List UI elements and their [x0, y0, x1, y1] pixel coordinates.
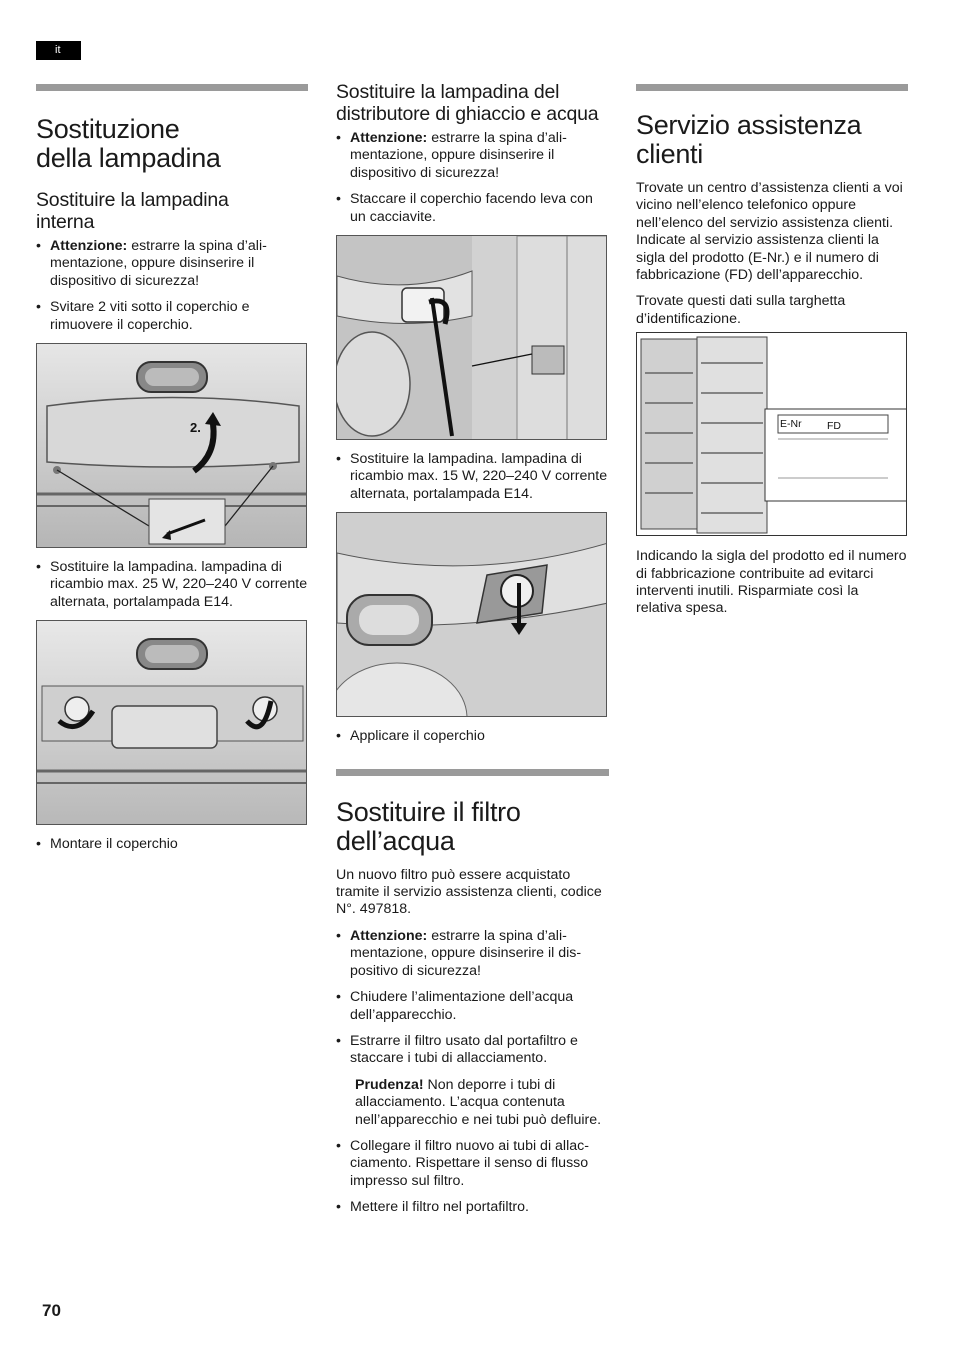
- list-item-text: Collegare il filtro nuovo ai tubi di allacciamento. Rispettare il senso di flusso impresso sul filtro.: [350, 1137, 589, 1189]
- section-title: Sostituire il filtro dell’acqua: [336, 796, 521, 856]
- list-item-text: Sostituire la lampadina. lampadina di ricambio max. 15 W, 220–240 V corrente alternata, portalampada E14.: [350, 451, 608, 502]
- bullet-list: [336, 728, 609, 745]
- list-item: [36, 238, 308, 290]
- illustration-screwdriver-cover: [337, 236, 607, 440]
- list-item: [336, 728, 609, 745]
- bullet-list: [336, 1138, 609, 1217]
- bullet-list: [336, 130, 609, 226]
- list-item-text: Chiudere l’alimentazione dell’acqua dell’apparecchio.: [350, 989, 574, 1023]
- list-item-text: Applicare il coperchio: [350, 728, 485, 745]
- list-item-text: estrarre la spina d’alimentazione, oppure disinserire il dispositivo di sicurezza!: [50, 238, 267, 289]
- service-paragraph: Trovate un centro d’assistenza clienti a voi vicino nell’elenco telefonico oppure nell’elenco del servizio assistenza clienti. Indicate al servizio assistenza clienti la sigla del prodotto (E-Nr.) e il numero di fabbricazione (FD) dell’apparecchio.: [636, 180, 903, 284]
- list-item-text: Mettere il filtro nel portafiltro.: [350, 1199, 529, 1216]
- section-rule: [36, 84, 308, 91]
- bullet-list: [36, 238, 308, 334]
- plate-enr-label: E-Nr: [780, 418, 802, 431]
- filter-intro: Un nuovo filtro può essere acquistato tramite il servizio assistenza clienti, codice N°. 497818.: [336, 866, 602, 918]
- list-item-text: Estrarre il filtro usato dal portafiltro e staccare i tubi di allacciamento.: [350, 1032, 578, 1067]
- figure-dispenser-cover: [336, 235, 607, 440]
- service-paragraph: Indicando la sigla del prodotto ed il numero di fabbricazione contribuite ad evitarci interventi inutili. Risparmiate così la relativa spesa.: [636, 548, 907, 617]
- list-item: [336, 130, 609, 182]
- illustration-dispenser-lamp: [337, 513, 607, 717]
- illustration-lamp-sockets: [37, 621, 307, 825]
- figure-interior-lamp-cover: [36, 343, 307, 548]
- figure-step-label: 2.: [190, 420, 201, 436]
- subsection-title: Sostituire la lampadina del distributore di ghiaccio e acqua: [336, 81, 599, 125]
- list-item: [336, 1033, 609, 1068]
- list-item-text: estrarre la spina d’alimentazione, oppure disinserire il dispositivo di sicurezza!: [350, 130, 567, 181]
- column-dispenser-and-filter: [336, 81, 609, 1226]
- illustration-cover-screws: [37, 344, 307, 548]
- list-item: [336, 191, 609, 226]
- illustration-fridge-open: [637, 333, 907, 536]
- bullet-list: [36, 836, 308, 853]
- list-item-text: Staccare il coperchio facendo leva con un cacciavite.: [350, 191, 593, 225]
- caution-text: Non deporre i tubi di allacciamento. L’acqua contenuta nell’apparecchio e nei tubi può defluire.: [355, 1076, 602, 1128]
- figure-dispenser-lamp: [336, 512, 607, 717]
- list-item: [336, 1138, 609, 1190]
- caution-note: [336, 1077, 609, 1129]
- list-item: [336, 1199, 609, 1216]
- list-item: [336, 928, 609, 980]
- list-item-text: estrarre la spina d’alimentazione, oppure disinserire il dispositivo di sicurezza!: [350, 927, 582, 979]
- language-tag: it: [36, 41, 81, 60]
- list-item-emphasis: Attenzione:: [350, 927, 428, 944]
- list-item-emphasis: Attenzione:: [50, 238, 128, 254]
- list-item: [336, 989, 609, 1024]
- column-lamp-replacement: [36, 84, 308, 863]
- caution-label: Prudenza!: [355, 1076, 424, 1093]
- section-rule: [636, 84, 908, 91]
- section-title: Sostituzione della lampadina: [36, 114, 221, 173]
- list-item: [36, 836, 308, 853]
- bullet-list: [336, 928, 609, 1068]
- list-item: [36, 559, 308, 611]
- bullet-list: [36, 559, 308, 611]
- column-customer-service: [636, 84, 908, 618]
- list-item: [336, 451, 609, 503]
- list-item: [36, 299, 308, 334]
- page-number: 70: [42, 1301, 61, 1320]
- subsection-title: Sostituire la lampadina interna: [36, 189, 229, 233]
- plate-fd-label: FD: [827, 420, 841, 433]
- list-item-text: Montare il coperchio: [50, 836, 178, 853]
- bullet-list: [336, 451, 609, 503]
- section-title: Servizio assistenza clienti: [636, 110, 862, 169]
- section-rule: [336, 769, 609, 776]
- list-item-text: Sostituire la lampadina. lampadina di ricambio max. 25 W, 220–240 V corrente alternata, portalampada E14.: [50, 559, 308, 610]
- figure-interior-lamp-sockets: [36, 620, 307, 825]
- service-paragraph: Trovate questi dati sulla targhetta d’identificazione.: [636, 293, 846, 327]
- list-item-text: Svitare 2 viti sotto il coperchio e rimuovere il coperchio.: [50, 299, 250, 333]
- figure-rating-plate: [636, 332, 907, 536]
- list-item-emphasis: Attenzione:: [350, 130, 428, 146]
